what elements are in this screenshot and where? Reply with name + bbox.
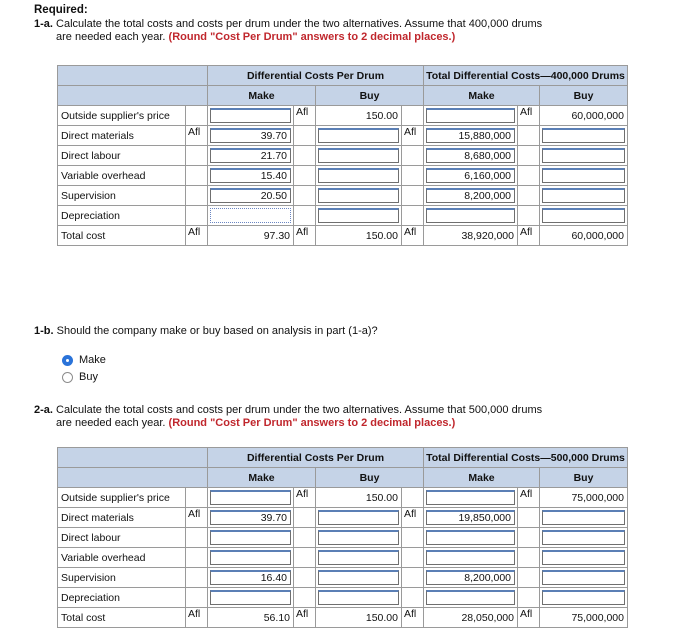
- col-header-make-total: Make: [424, 86, 540, 106]
- col-header-buy-total: Buy: [540, 86, 628, 106]
- col-header-buy: Buy: [316, 86, 424, 106]
- total-buy-value: 75,000,000: [540, 608, 628, 628]
- total-buy-input[interactable]: [542, 168, 625, 183]
- total-buy-cell[interactable]: [540, 548, 628, 568]
- question-text: Calculate the total costs and costs per drum under the two alternatives. Assume that 400,000 drums: [56, 18, 543, 30]
- total-make-cell[interactable]: [424, 508, 518, 528]
- total-make-input[interactable]: 15,880,000: [426, 128, 515, 143]
- total-buy-input[interactable]: [542, 148, 625, 163]
- row-label: Supervision: [58, 568, 186, 588]
- currency-symbol: [294, 528, 316, 548]
- currency-symbol: [294, 588, 316, 608]
- per-drum-make-input[interactable]: [210, 530, 291, 545]
- per-drum-make-cell[interactable]: [208, 568, 294, 588]
- currency-symbol: [518, 528, 540, 548]
- col-header-make-total: Make: [424, 468, 540, 488]
- currency-symbol: [518, 206, 540, 226]
- total-make-cell[interactable]: [424, 568, 518, 588]
- currency-symbol: [402, 206, 424, 226]
- currency-symbol: [518, 166, 540, 186]
- header-blank: [58, 86, 208, 106]
- total-buy-value: 60,000,000: [540, 226, 628, 246]
- total-buy-input[interactable]: [542, 550, 625, 565]
- per-drum-make-cell[interactable]: [208, 488, 294, 508]
- total-buy-input[interactable]: [542, 188, 625, 203]
- per-drum-buy-input[interactable]: [318, 148, 399, 163]
- row-label: Direct materials: [58, 126, 186, 146]
- col-header-make: Make: [208, 468, 316, 488]
- total-make-input[interactable]: [426, 108, 515, 123]
- question-number: 2-a.: [34, 404, 53, 416]
- currency-symbol: [294, 548, 316, 568]
- option-buy[interactable]: [62, 371, 98, 383]
- currency-symbol: [518, 508, 540, 528]
- total-make-input[interactable]: [426, 590, 515, 605]
- option-buy-label: Buy: [79, 371, 98, 383]
- col-header-buy: Buy: [316, 468, 424, 488]
- per-drum-make-cell[interactable]: [208, 508, 294, 528]
- row-label: Outside supplier's price: [58, 106, 186, 126]
- total-buy-cell[interactable]: [540, 146, 628, 166]
- total-buy-cell[interactable]: [540, 206, 628, 226]
- per-drum-make-cell[interactable]: [208, 146, 294, 166]
- table-row: [58, 528, 628, 548]
- total-buy-cell[interactable]: [540, 126, 628, 146]
- currency-symbol: Afl: [518, 226, 540, 246]
- currency-symbol: [518, 146, 540, 166]
- per-drum-buy-cell[interactable]: [316, 146, 402, 166]
- per-drum-buy-input[interactable]: [318, 550, 399, 565]
- question-1a: [34, 18, 542, 44]
- currency-symbol: [402, 146, 424, 166]
- currency-symbol: Afl: [518, 106, 540, 126]
- total-make-cell[interactable]: [424, 588, 518, 608]
- col-header-make: Make: [208, 86, 316, 106]
- total-make-input[interactable]: [426, 490, 515, 505]
- currency-symbol: [186, 146, 208, 166]
- row-label: Direct labour: [58, 146, 186, 166]
- question-text: Calculate the total costs and costs per drum under the two alternatives. Assume that 500,000 drums: [56, 404, 543, 416]
- total-buy-input[interactable]: [542, 208, 625, 223]
- currency-symbol: Afl: [186, 508, 208, 528]
- row-label: Variable overhead: [58, 166, 186, 186]
- currency-symbol: [402, 106, 424, 126]
- group-header-total: Total Differential Costs—400,000 Drums: [424, 66, 628, 86]
- currency-symbol: Afl: [518, 608, 540, 628]
- per-drum-buy-cell[interactable]: [316, 508, 402, 528]
- col-header-buy-total: Buy: [540, 468, 628, 488]
- currency-symbol: [402, 568, 424, 588]
- total-buy-value: 60,000,000: [540, 106, 628, 126]
- table-row: [58, 548, 628, 568]
- per-drum-buy-cell[interactable]: [316, 528, 402, 548]
- question-text-line2: are needed each year.: [56, 31, 166, 43]
- currency-symbol: [518, 548, 540, 568]
- row-label: Direct labour: [58, 528, 186, 548]
- per-drum-buy-cell[interactable]: [316, 186, 402, 206]
- row-label: Total cost: [58, 226, 186, 246]
- total-buy-input[interactable]: [542, 530, 625, 545]
- currency-symbol: Afl: [186, 608, 208, 628]
- currency-symbol: Afl: [186, 126, 208, 146]
- currency-symbol: [186, 166, 208, 186]
- total-buy-cell[interactable]: [540, 528, 628, 548]
- currency-symbol: [294, 568, 316, 588]
- option-make[interactable]: [62, 354, 106, 366]
- per-drum-buy-value: 150.00: [316, 226, 402, 246]
- question-text-line2: are needed each year.: [56, 417, 166, 429]
- per-drum-make-cell[interactable]: [208, 126, 294, 146]
- currency-symbol: Afl: [294, 226, 316, 246]
- table-row: [58, 166, 628, 186]
- row-label: Supervision: [58, 186, 186, 206]
- total-make-input[interactable]: [426, 208, 515, 223]
- currency-symbol: [518, 186, 540, 206]
- table-row: [58, 106, 628, 126]
- group-header-total: Total Differential Costs—500,000 Drums: [424, 448, 628, 468]
- per-drum-buy-input[interactable]: [318, 168, 399, 183]
- required-heading: Required:: [34, 4, 88, 16]
- per-drum-buy-input[interactable]: [318, 510, 399, 525]
- currency-symbol: [518, 588, 540, 608]
- table-row: [58, 568, 628, 588]
- header-blank: [58, 448, 208, 468]
- currency-symbol: Afl: [402, 226, 424, 246]
- currency-symbol: [186, 106, 208, 126]
- currency-symbol: [402, 488, 424, 508]
- total-make-input[interactable]: [426, 550, 515, 565]
- currency-symbol: [518, 126, 540, 146]
- per-drum-buy-input[interactable]: [318, 590, 399, 605]
- currency-symbol: Afl: [402, 508, 424, 528]
- currency-symbol: Afl: [294, 106, 316, 126]
- question-number: 1-a.: [34, 18, 53, 30]
- group-header-per-drum: Differential Costs Per Drum: [208, 448, 424, 468]
- per-drum-make-cell[interactable]: [208, 166, 294, 186]
- question-2a: [34, 404, 542, 430]
- currency-symbol: [294, 146, 316, 166]
- total-buy-input[interactable]: [542, 570, 625, 585]
- per-drum-buy-cell[interactable]: [316, 588, 402, 608]
- per-drum-buy-input[interactable]: [318, 208, 399, 223]
- per-drum-make-cell[interactable]: [208, 528, 294, 548]
- total-buy-cell[interactable]: [540, 186, 628, 206]
- per-drum-make-input[interactable]: 39.70: [210, 510, 291, 525]
- per-drum-buy-input[interactable]: [318, 530, 399, 545]
- total-make-input[interactable]: 6,160,000: [426, 168, 515, 183]
- table-row: [58, 206, 628, 226]
- rounding-note: (Round "Cost Per Drum" answers to 2 decimal places.): [168, 31, 456, 43]
- currency-symbol: Afl: [294, 608, 316, 628]
- total-make-cell[interactable]: [424, 528, 518, 548]
- total-make-cell[interactable]: [424, 126, 518, 146]
- table-row: [58, 186, 628, 206]
- total-buy-cell[interactable]: [540, 568, 628, 588]
- total-make-cell[interactable]: [424, 206, 518, 226]
- table-row: [58, 508, 628, 528]
- per-drum-make-value: 56.10: [208, 608, 294, 628]
- per-drum-buy-value: 150.00: [316, 106, 402, 126]
- per-drum-make-input[interactable]: 21.70: [210, 148, 291, 163]
- currency-symbol: Afl: [186, 226, 208, 246]
- per-drum-buy-value: 150.00: [316, 608, 402, 628]
- group-header-per-drum: Differential Costs Per Drum: [208, 66, 424, 86]
- total-make-cell[interactable]: [424, 106, 518, 126]
- currency-symbol: Afl: [402, 126, 424, 146]
- question-1b: [34, 325, 378, 338]
- per-drum-make-cell[interactable]: [208, 548, 294, 568]
- total-buy-cell[interactable]: [540, 508, 628, 528]
- row-label: Total cost: [58, 608, 186, 628]
- per-drum-make-input[interactable]: 20.50: [210, 188, 291, 203]
- total-make-value: 28,050,000: [424, 608, 518, 628]
- per-drum-make-input[interactable]: [210, 490, 291, 505]
- total-make-input[interactable]: 8,200,000: [426, 570, 515, 585]
- currency-symbol: [402, 528, 424, 548]
- total-buy-cell[interactable]: [540, 588, 628, 608]
- per-drum-make-input[interactable]: [210, 208, 291, 223]
- per-drum-buy-input[interactable]: [318, 128, 399, 143]
- cost-table-500k: [57, 447, 628, 628]
- question-number: 1-b.: [34, 325, 54, 337]
- total-make-input[interactable]: 8,680,000: [426, 148, 515, 163]
- currency-symbol: [402, 166, 424, 186]
- per-drum-make-cell[interactable]: [208, 588, 294, 608]
- per-drum-make-input[interactable]: [210, 550, 291, 565]
- total-make-cell[interactable]: [424, 186, 518, 206]
- total-make-cell[interactable]: [424, 488, 518, 508]
- total-make-input[interactable]: 19,850,000: [426, 510, 515, 525]
- per-drum-make-input[interactable]: [210, 108, 291, 123]
- currency-symbol: [402, 186, 424, 206]
- radio-make[interactable]: [62, 355, 73, 366]
- currency-symbol: [186, 488, 208, 508]
- currency-symbol: [186, 568, 208, 588]
- total-make-input[interactable]: [426, 530, 515, 545]
- total-buy-value: 75,000,000: [540, 488, 628, 508]
- table-row: [58, 608, 628, 628]
- currency-symbol: [294, 126, 316, 146]
- table-row: [58, 226, 628, 246]
- currency-symbol: Afl: [518, 488, 540, 508]
- total-make-input[interactable]: 8,200,000: [426, 188, 515, 203]
- currency-symbol: [186, 548, 208, 568]
- per-drum-buy-input[interactable]: [318, 188, 399, 203]
- total-buy-cell[interactable]: [540, 166, 628, 186]
- total-buy-input[interactable]: [542, 128, 625, 143]
- rounding-note: (Round "Cost Per Drum" answers to 2 decimal places.): [168, 417, 456, 429]
- total-make-value: 38,920,000: [424, 226, 518, 246]
- currency-symbol: [294, 508, 316, 528]
- per-drum-make-cell[interactable]: [208, 206, 294, 226]
- currency-symbol: [186, 206, 208, 226]
- currency-symbol: [186, 186, 208, 206]
- total-make-cell[interactable]: [424, 548, 518, 568]
- per-drum-make-cell[interactable]: [208, 106, 294, 126]
- per-drum-buy-input[interactable]: [318, 570, 399, 585]
- row-label: Depreciation: [58, 588, 186, 608]
- per-drum-buy-cell[interactable]: [316, 126, 402, 146]
- question-text: Should the company make or buy based on analysis in part (1-a)?: [56, 325, 378, 337]
- currency-symbol: [402, 548, 424, 568]
- per-drum-make-value: 97.30: [208, 226, 294, 246]
- row-label: Depreciation: [58, 206, 186, 226]
- total-make-cell[interactable]: [424, 166, 518, 186]
- cost-table-400k: [57, 65, 628, 246]
- per-drum-make-input[interactable]: 15.40: [210, 168, 291, 183]
- currency-symbol: [294, 186, 316, 206]
- currency-symbol: [518, 568, 540, 588]
- currency-symbol: [402, 588, 424, 608]
- per-drum-buy-cell[interactable]: [316, 166, 402, 186]
- per-drum-buy-cell[interactable]: [316, 206, 402, 226]
- currency-symbol: [186, 528, 208, 548]
- header-blank: [58, 66, 208, 86]
- option-make-label: Make: [79, 354, 106, 366]
- total-buy-input[interactable]: [542, 590, 625, 605]
- currency-symbol: Afl: [402, 608, 424, 628]
- radio-buy[interactable]: [62, 372, 73, 383]
- currency-symbol: [186, 588, 208, 608]
- table-row: [58, 488, 628, 508]
- table-row: [58, 126, 628, 146]
- per-drum-buy-value: 150.00: [316, 488, 402, 508]
- total-make-cell[interactable]: [424, 146, 518, 166]
- row-label: Variable overhead: [58, 548, 186, 568]
- table-row: [58, 588, 628, 608]
- currency-symbol: [294, 166, 316, 186]
- total-buy-input[interactable]: [542, 510, 625, 525]
- row-label: Direct materials: [58, 508, 186, 528]
- per-drum-make-input[interactable]: 39.70: [210, 128, 291, 143]
- per-drum-make-input[interactable]: [210, 590, 291, 605]
- header-blank: [58, 468, 208, 488]
- per-drum-buy-cell[interactable]: [316, 548, 402, 568]
- row-label: Outside supplier's price: [58, 488, 186, 508]
- per-drum-make-cell[interactable]: [208, 186, 294, 206]
- per-drum-make-input[interactable]: 16.40: [210, 570, 291, 585]
- per-drum-buy-cell[interactable]: [316, 568, 402, 588]
- currency-symbol: Afl: [294, 488, 316, 508]
- table-row: [58, 146, 628, 166]
- currency-symbol: [294, 206, 316, 226]
